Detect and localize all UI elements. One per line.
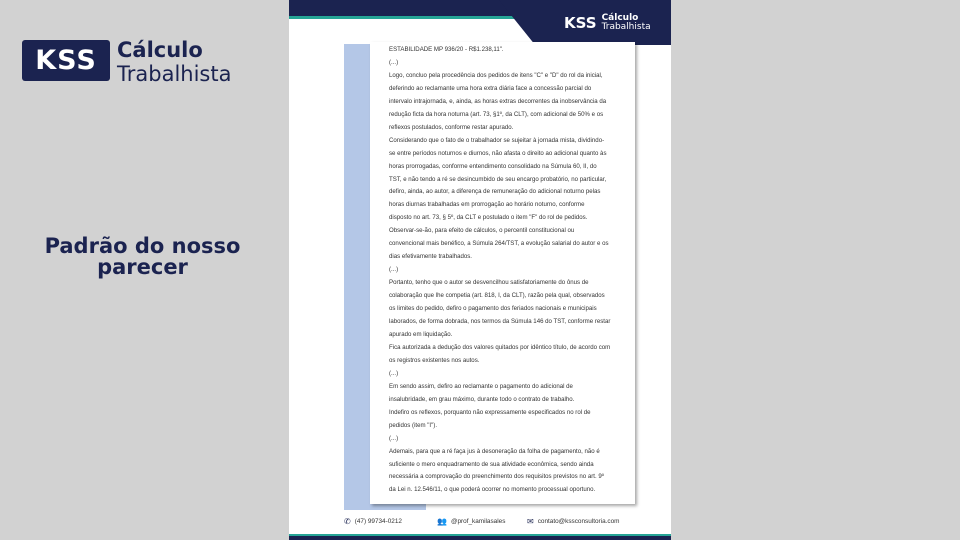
- document-line: Fica autorizada a dedução dos valores quitados por idêntico título, de acordo com: [389, 343, 611, 351]
- document-line: os limites do pedido, defiro o pagamento dos feriados nacionais e municipais: [389, 305, 597, 313]
- document-line: (...): [389, 434, 399, 442]
- document-line: os registros existentes nos autos.: [389, 356, 480, 364]
- document-line: (...): [389, 58, 399, 66]
- document-line: (...): [389, 266, 399, 274]
- document-line: Observar-se-ão, para efeito de cálculos, o percentil constitucional ou: [389, 227, 575, 235]
- footer-social: [437, 517, 505, 526]
- footer-email-text: contato@kssconsultoria.com: [537, 518, 620, 525]
- document-line: Ademais, para que a ré faça jus à desoneração da folha de pagamento, não é: [389, 447, 600, 455]
- header-teal-stripe: [289, 16, 519, 19]
- document-line: Em sendo assim, defiro ao reclamante o pagamento do adicional de: [389, 382, 573, 390]
- document-line: Logo, concluo pela procedência dos pedidos de itens "C" e "D" do rol da inicial,: [389, 71, 603, 79]
- footer-email: [527, 517, 620, 526]
- document-line: colaboração que lhe competia (art. 818, I, da CLT), razão pela qual, observados: [389, 292, 605, 300]
- document-line: se entre períodos noturnos e diurnos, não afasta o direito ao adicional quanto às: [389, 149, 607, 157]
- document-line: dias efetivamente trabalhados.: [389, 253, 472, 261]
- document-line: reflexos postulados, conforme restar apurado.: [389, 123, 514, 131]
- document-line: (...): [389, 369, 399, 377]
- document-line: horas diurnas trabalhadas em prorrogação ao horário noturno, conforme: [389, 201, 585, 209]
- letterhead-page: [289, 0, 671, 540]
- header-logo-mark: KSS: [564, 14, 597, 32]
- document-line: defiro, ainda, ao autor, a diferença de remuneração do adicional noturno pelas: [389, 188, 601, 196]
- brand-line-2: Trabalhista: [117, 62, 232, 86]
- document-line: intervalo intrajornada, e, ainda, as horas extras decorrentes da inobservância da: [389, 97, 607, 105]
- users-icon: 👥: [437, 517, 447, 526]
- document-line: ESTABILIDADE MP 936/20 - R$1.238,11".: [389, 46, 504, 53]
- header-logo: [564, 14, 651, 32]
- document-line: TST, e não tendo a ré se desincumbido de seu encargo probatório, no particular,: [389, 175, 607, 183]
- footer-phone: [344, 517, 402, 526]
- document-line: redução ficta da hora noturna (art. 73, §1º, da CLT), com adicional de 50% e os: [389, 110, 604, 118]
- document-line: pedidos (item "I").: [389, 421, 438, 429]
- header-logo-text: [602, 14, 651, 32]
- envelope-icon: ✉: [527, 517, 534, 526]
- brand-logo-mark: KSS: [22, 40, 110, 81]
- brand-logo-text: [117, 38, 231, 86]
- document-line: disposto no art. 73, § 5º, da CLT e postulado o item "F" do rol de pedidos.: [389, 214, 588, 222]
- document-line: horas prorrogadas, conforme entendimento consolidado na Súmula 60, II, do: [389, 162, 597, 170]
- header-logo-line-2: Trabalhista: [601, 22, 651, 32]
- footer-navy-band: [289, 536, 671, 540]
- document-line: deferindo ao reclamante uma hora extra diária face a concessão parcial do: [389, 84, 592, 92]
- brand-line-1: Cálculo: [117, 38, 203, 62]
- document-line: Considerando que o fato de o trabalhador se sujeitar à jornada mista, dividindo-: [389, 136, 605, 144]
- document-line: laborados, de forma dobrada, nos termos da Súmula 146 do TST, conforme restar: [389, 318, 611, 326]
- document-line: Indefiro os reflexos, porquanto não expressamente especificados no rol de: [389, 408, 591, 416]
- document-line: Portanto, tenho que o autor se desvencilhou satisfatoriamente do ônus de: [389, 279, 589, 287]
- phone-icon: ✆: [344, 517, 351, 526]
- document-line: apurado em liquidação.: [389, 330, 453, 338]
- footer-social-text: @prof_kamilasales: [450, 518, 506, 525]
- document-line: da Lei n. 12.546/11, o que poderá ocorrer no momento processual oportuno.: [389, 486, 596, 494]
- header-logo-line-1: Cálculo: [601, 13, 639, 23]
- document-line: convencional mais benéfico, a Súmula 264/TST, a evolução salarial do autor e os: [389, 240, 609, 248]
- document-line: suficiente o mero enquadramento de sua atividade econômica, sendo ainda: [389, 460, 594, 468]
- slide-title: Padrão do nosso parecer: [44, 234, 241, 279]
- document-text: [389, 44, 627, 497]
- letterhead-footer: [344, 517, 644, 529]
- document-line: necessária a comprovação do preenchimento dos requisitos previstos no art. 9º: [389, 473, 604, 481]
- legal-document-excerpt: [370, 42, 635, 504]
- document-line: insalubridade, em grau máximo, durante todo o contrato de trabalho.: [389, 395, 575, 403]
- footer-phone-text: (47) 99734-0212: [354, 518, 402, 525]
